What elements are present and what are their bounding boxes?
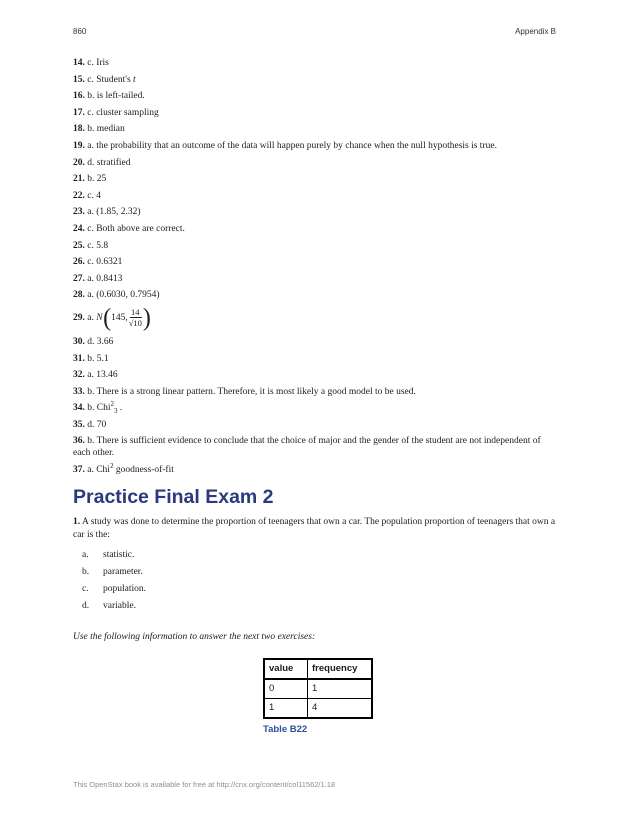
table-row xyxy=(264,679,372,699)
option-letter: d. xyxy=(82,601,90,612)
option-text: population. xyxy=(103,584,147,595)
answer-number: 22. xyxy=(73,190,85,201)
option-text: parameter. xyxy=(103,567,143,578)
answer-item: 21. b. 25 xyxy=(73,174,107,185)
page-content xyxy=(73,57,559,735)
answer-item: 19. a. the probability that an outcome of the data will happen purely by chance when the null hypothesis is true. xyxy=(73,140,497,151)
answer-item: 26. c. 0.6321 xyxy=(73,257,123,268)
answer-item: 37. a. Chi$^2$ goodness-of-fit xyxy=(73,462,174,476)
answer-item: 35. d. 70 xyxy=(73,419,107,430)
option-letter: a. xyxy=(82,550,89,561)
answer-item: 18. b. median xyxy=(73,124,125,135)
answer-item: 15. c. Student's t xyxy=(73,74,136,85)
table-header-row xyxy=(264,659,372,679)
answer-number: 36. xyxy=(73,436,85,447)
running-title: Appendix B xyxy=(515,27,556,36)
running-header xyxy=(73,27,556,36)
answer-number: 30. xyxy=(73,336,85,347)
answer-number: 34. xyxy=(73,403,85,414)
answer-number: 21. xyxy=(73,174,85,185)
answer-number: 16. xyxy=(73,91,85,102)
answer-number: 28. xyxy=(73,290,85,301)
answer-item: 24. c. Both above are correct. xyxy=(73,223,185,234)
answer-number: 15. xyxy=(73,74,85,85)
answer-number: 27. xyxy=(73,273,85,284)
page-number: 860 xyxy=(73,27,87,36)
answer-number: 37. xyxy=(73,465,85,476)
math-formula: N ( 145, $\frac{14}{√10}$ ) xyxy=(96,304,151,332)
answer-item: 27. a. 0.8413 xyxy=(73,273,123,284)
option-letter: b. xyxy=(82,567,90,578)
answer-item: 16. b. is left-tailed. xyxy=(73,91,145,102)
table-cell: 1 xyxy=(308,679,373,699)
answer-number: 23. xyxy=(73,207,85,218)
question-number: 1. xyxy=(73,517,81,528)
answer-item: 20. d. stratified xyxy=(73,157,131,168)
answer-number: 24. xyxy=(73,223,85,234)
answer-number: 25. xyxy=(73,240,85,251)
answer-item: 22. c. 4 xyxy=(73,190,101,201)
question-1 xyxy=(73,516,559,542)
answer-item: 31. b. 5.1 xyxy=(73,353,109,364)
answer-item: 36. b. There is sufficient evidence to conclude that the choice of major and the gender of the student are not independent of each other. xyxy=(73,436,541,459)
answer-number: 17. xyxy=(73,107,85,118)
answer-number: 26. xyxy=(73,257,85,268)
question-text: A study was done to determine the proportion of teenagers that own a car. The population proportion of teenagers that own a car is the: xyxy=(73,517,556,541)
table-caption: Table B22 xyxy=(263,724,308,736)
answer-item: 32. a. 13.46 xyxy=(73,370,118,381)
answers-list xyxy=(73,57,559,476)
option-text: statistic. xyxy=(103,550,135,561)
answer-number: 31. xyxy=(73,353,85,364)
answer-number: 19. xyxy=(73,140,85,151)
table-b22 xyxy=(263,658,373,719)
answer-number: 29. xyxy=(73,313,85,324)
table-cell: 1 xyxy=(264,699,308,719)
answer-item: 17. c. cluster sampling xyxy=(73,107,159,118)
answer-item: 14. c. Iris xyxy=(73,58,109,68)
chi-square-notation: Chi$^2_3$ . xyxy=(96,400,123,416)
option-letter: c. xyxy=(82,584,89,595)
table-header-value: value xyxy=(264,659,308,679)
answer-item: 34. b. Chi$^2_3$ . xyxy=(73,400,123,416)
chi-square-notation: Chi$^2$ goodness-of-fit xyxy=(96,462,174,476)
option-b xyxy=(82,566,559,578)
option-text: variable. xyxy=(103,601,136,612)
table-block xyxy=(263,658,559,719)
answer-item: 25. c. 5.8 xyxy=(73,240,109,251)
section-title: Practice Final Exam 2 xyxy=(73,486,274,509)
answer-item: 30. d. 3.66 xyxy=(73,336,114,347)
answer-number: 20. xyxy=(73,157,85,168)
table-row xyxy=(264,699,372,719)
option-c xyxy=(82,583,559,595)
answer-item: 28. a. (0.6030, 0.7954) xyxy=(73,290,160,301)
option-d xyxy=(82,600,559,612)
answer-item: 33. b. There is a strong linear pattern. Therefore, it is most likely a good model to be used. xyxy=(73,386,416,397)
exercise-instruction: Use the following information to answer the next two exercises: xyxy=(73,632,316,643)
table-cell: 0 xyxy=(264,679,308,699)
answer-number: 14. xyxy=(73,58,85,68)
answer-number: 33. xyxy=(73,386,85,397)
answer-number: 18. xyxy=(73,124,85,135)
page-footer: This OpenStax book is available for free at http://cnx.org/content/col11562/1.18 xyxy=(73,780,336,789)
option-a xyxy=(82,549,559,561)
table-header-frequency: frequency xyxy=(308,659,373,679)
italic-symbol: t xyxy=(133,74,136,85)
answer-number: 35. xyxy=(73,419,85,430)
answer-number: 32. xyxy=(73,370,85,381)
table-cell: 4 xyxy=(308,699,373,719)
answer-item: 29. a. N ( 145, $\frac{14}{√10}$ ) xyxy=(73,304,151,332)
answer-item: 23. a. (1.85, 2.32) xyxy=(73,207,141,218)
question-1-options xyxy=(73,549,559,612)
